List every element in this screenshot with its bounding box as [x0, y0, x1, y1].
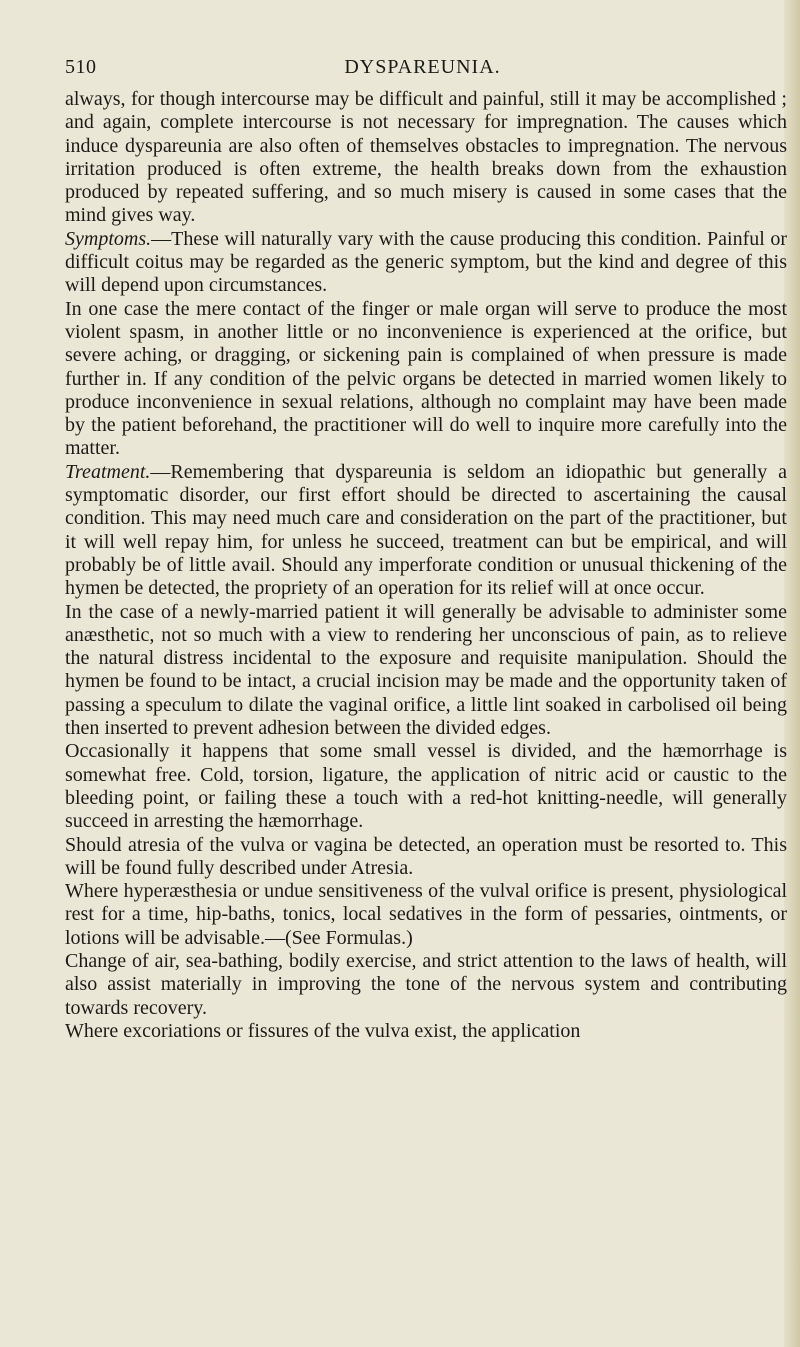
paragraph-treatment [65, 461, 787, 601]
page-number: 510 [65, 56, 97, 78]
paragraph [65, 601, 787, 741]
paragraph-continuation [65, 88, 787, 228]
paragraph-text: always, for though intercourse may be difficult and painful, still it may be accomplished ; and again, complete intercourse is not necessary for impregnation. The causes which induce dyspareunia are also often of themselves obstacles to impregnation. The nervous irritation produced is often extreme, the health breaks down from the exhaustion produced by repeated suffering, and so much misery is caused in some cases that the mind gives way. [65, 88, 787, 227]
running-title: DYSPAREUNIA. [344, 56, 501, 78]
paragraph [65, 880, 787, 950]
paragraph-text: In one case the mere contact of the finger or male organ will serve to produce the most violent spasm, in another little or no inconvenience is experienced at the orifice, but severe aching, or dragging, or sickening pain is complained of when pressure is made further in. If any condition of the pelvic organs be detected in married women likely to produce inconvenience in sexual relations, although no complaint may have been made by the patient beforehand, the practitioner will do well to inquire more carefully into the matter. [65, 297, 787, 460]
section-label-symptoms: Symptoms. [65, 227, 152, 250]
paragraph-text: Where hyperæsthesia or undue sensitiveness of the vulval orifice is present, physiological rest for a time, hip-baths, tonics, local sedatives in the form of pessaries, ointments, or lotions will be advisable.—(See Formulas.) [65, 880, 787, 949]
paragraph [65, 298, 787, 461]
paragraph-text: —Remembering that dyspareunia is seldom an idiopathic but generally a symptomatic disorder, our first effort should be directed to ascertaining the causal condition. This may need much care and consideration on the part of the practitioner, but it will well repay him, for unless he succeed, treatment can but be empirical, and will probably be of little avail. Should any imperforate condition or unusual thickening of the hymen be detected, the propriety of an operation for its relief will at once occur. [65, 460, 787, 600]
paragraph [65, 740, 787, 833]
paragraph-text: Where excoriations or fissures of the vulva exist, the application [65, 1019, 581, 1042]
paragraph-text: Occasionally it happens that some small vessel is divided, and the hæmorrhage is somewhat free. Cold, torsion, ligature, the application of nitric acid or caustic to the bleeding point, or failing these a touch with a red-hot knitting-needle, will generally succeed in arresting the hæmorrhage. [65, 740, 787, 833]
paragraph [65, 950, 787, 1020]
paragraph-text: Should atresia of the vulva or vagina be detected, an operation must be resorted to. This will be found fully described under Atresia. [65, 833, 787, 879]
paragraph-text: —These will naturally vary with the cause producing this condition. Painful or difficult coitus may be regarded as the generic symptom, but the kind and degree of this will depend upon circumstances. [65, 227, 787, 297]
paragraph-symptoms [65, 228, 787, 298]
section-label-treatment: Treatment. [65, 460, 151, 483]
paragraph-final-line [65, 1020, 787, 1043]
paragraph [65, 834, 787, 881]
paragraph-text: In the case of a newly-married patient it will generally be advisable to administer some anæsthetic, not so much with a view to rendering her unconscious of pain, as to relieve the natural distress incidental to the exposure and requisite manipulation. Should the hymen be found to be intact, a crucial incision may be made and the opportunity taken of passing a speculum to dilate the vaginal orifice, a little lint soaked in carbolised oil being then inserted to prevent adhesion between the divided edges. [65, 600, 787, 740]
paragraph-text: Change of air, sea-bathing, bodily exercise, and strict attention to the laws of health, will also assist materially in improving the tone of the nervous system and contributing towards recovery. [65, 949, 787, 1019]
running-head [65, 56, 780, 84]
body-text [65, 88, 787, 1043]
